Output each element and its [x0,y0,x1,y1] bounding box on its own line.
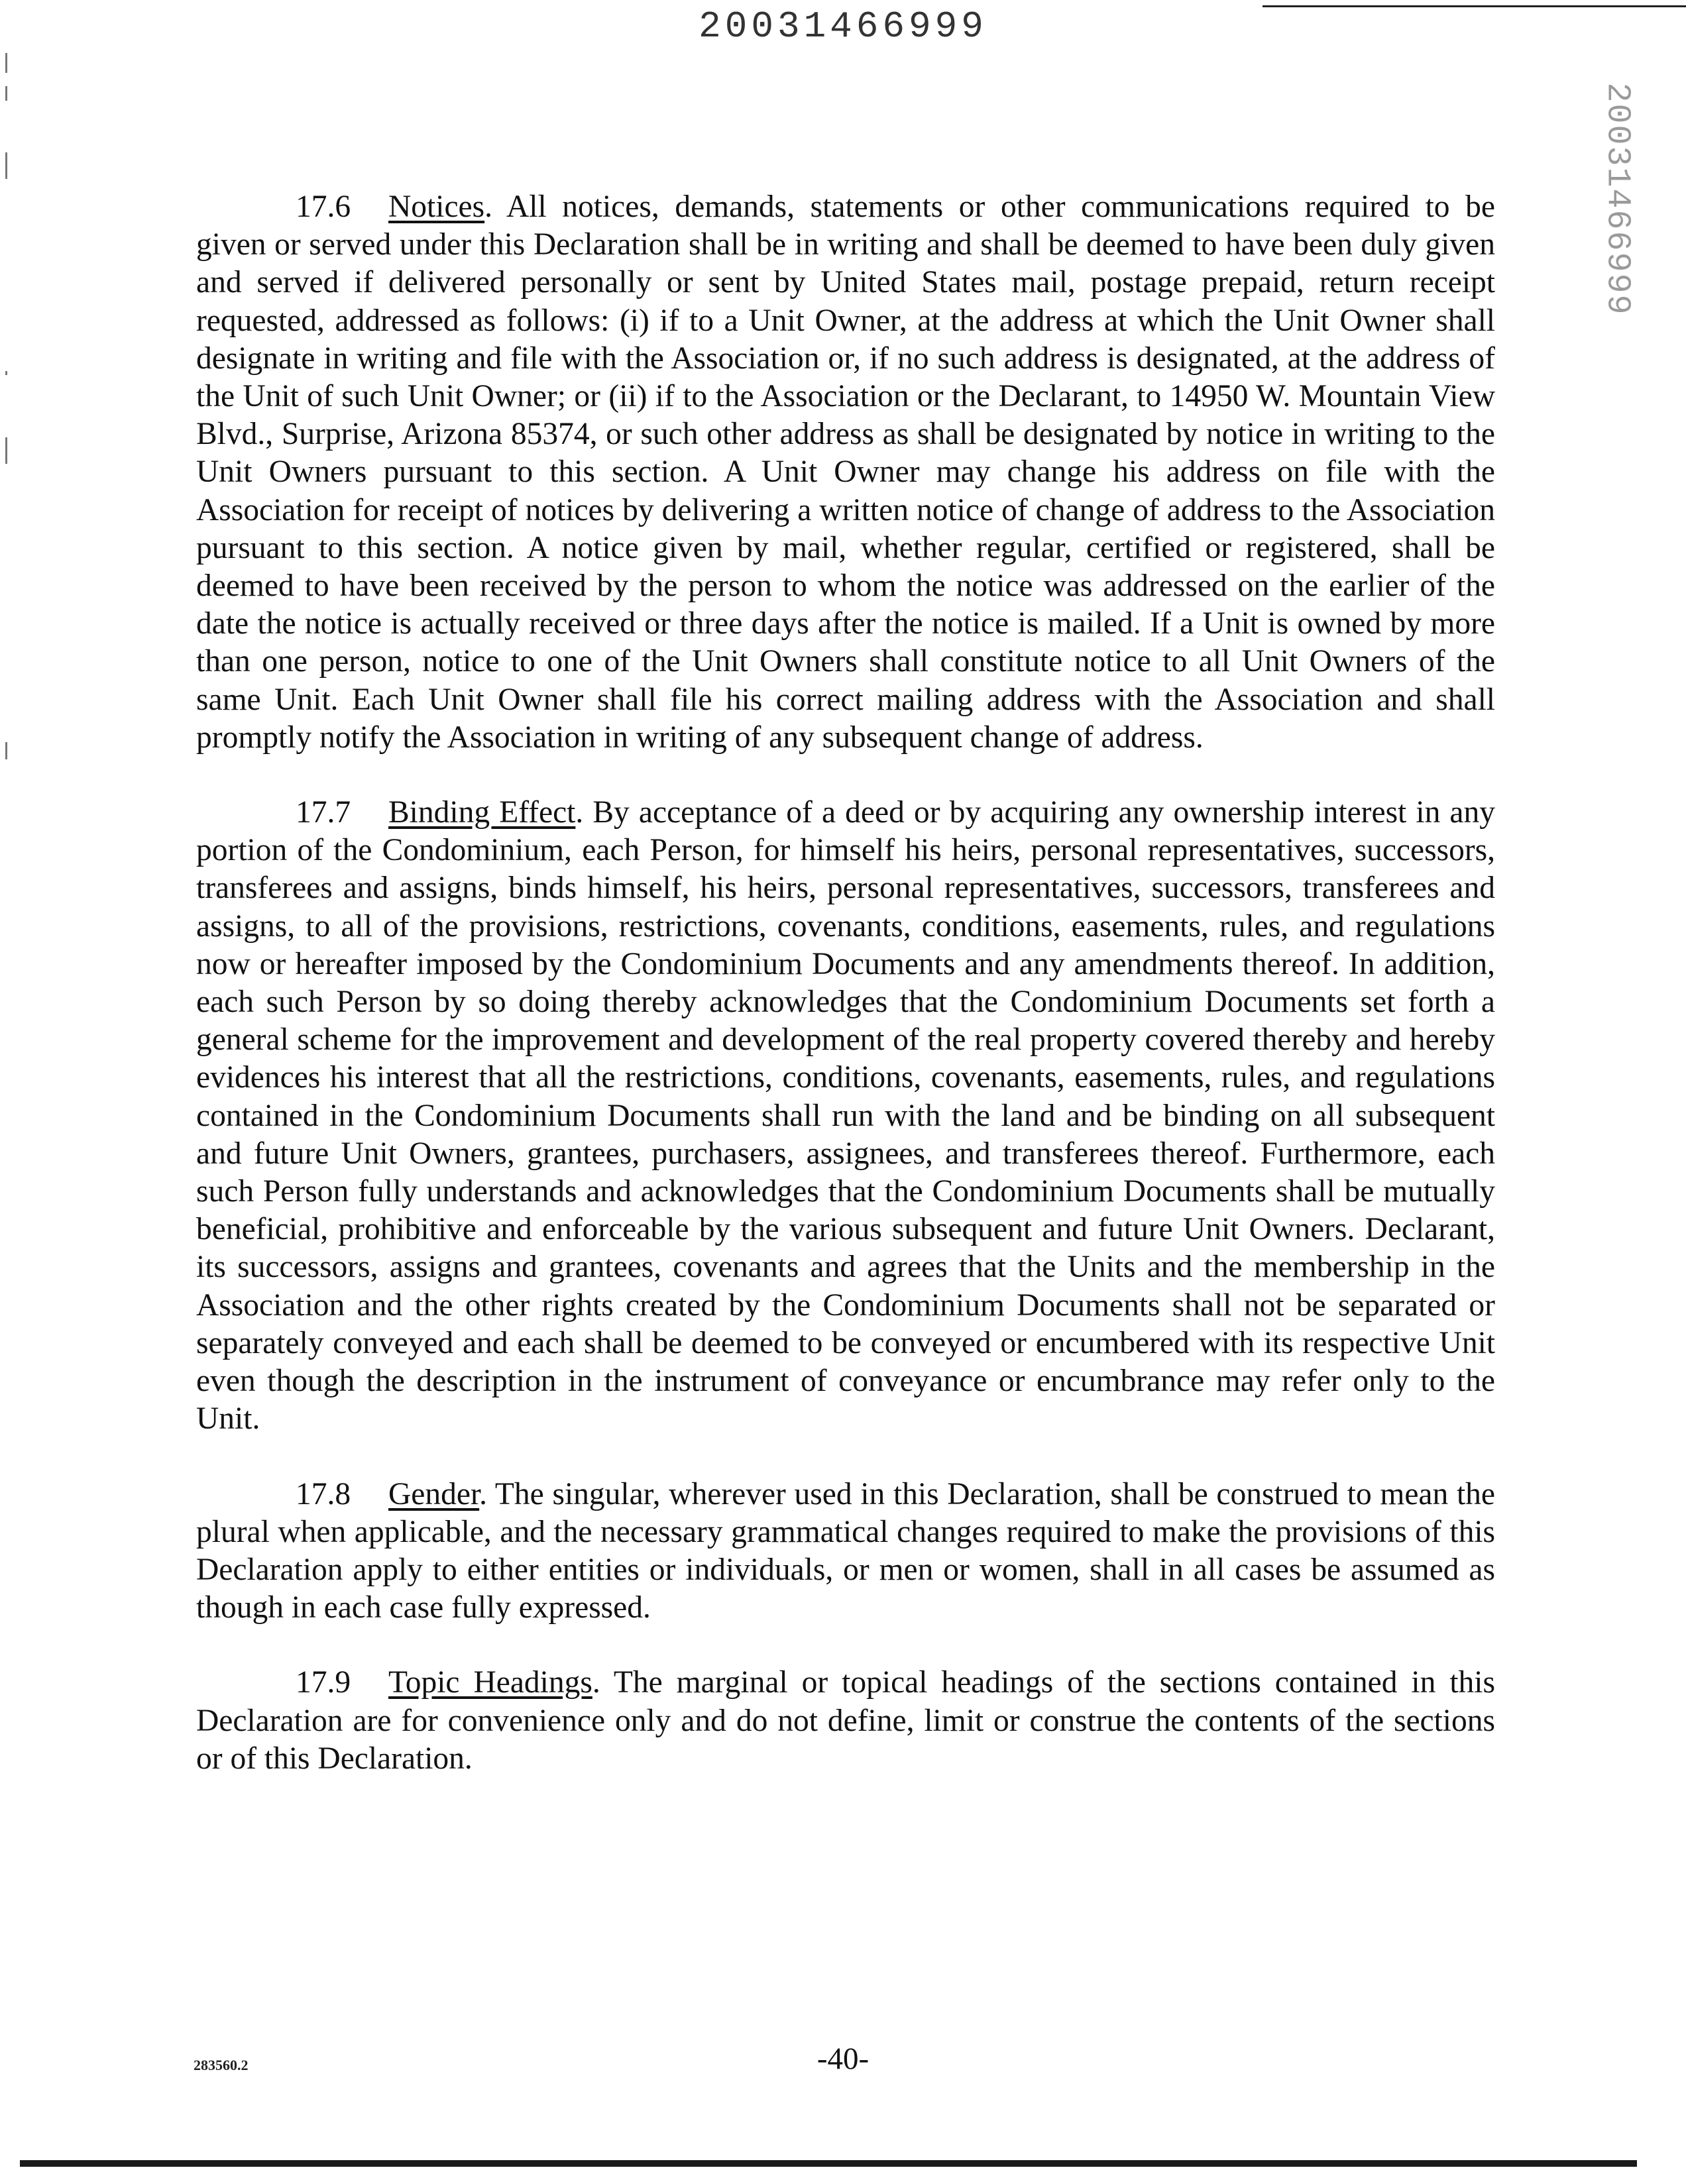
section-heading: Gender [388,1476,480,1511]
side-stamp [1587,82,1647,316]
section-text: All notices, demands, statements or other communications required to be given or served under this Declaration shall be in writing and shall be deemed to have been duly given and served if delivered personally or sent by United States mail, postage prepaid, return receipt requested, addressed as follows: (i) if to a Unit Owner, at the address at which the Unit Owner shall designate in writing and file with the Association or, if no such address is designated, at the address of the Unit of such Unit Owner; or (ii) if to the Association or the Declarant, to 14950 W. Mountain View Blvd., Surprise, Arizona 85374, or such other address as shall be designated by notice in writing to the Unit Owners pursuant to this section. A Unit Owner may change his address on file with the Association for receipt of notices by delivering a written notice of change of address to the Association pursuant to this section. A notice given by mail, whether regular, certified or registered, shall be deemed to have been received by the person to whom the notice was addressed on the earlier of the date the notice is actually received or three days after the notice is mailed. If a Unit is owned by more than one person, notice to one of the Unit Owners shall constitute notice to all Unit Owners of the same Unit. Each Unit Owner shall file his correct mailing address with the Association and shall promptly notify the Association in writing of any subsequent change of address. [196,190,1495,755]
section-17-9: 17.9 Topic Headings. The marginal or topical headings of the sections contained in this Declaration are for convenience only and do not define, limit or construe the contents of the sections or of this Declaration. [196,1665,1495,1776]
section-number: 17.8 [296,1476,351,1511]
section-heading: Topic Headings [388,1665,592,1700]
section-text: The singular, wherever used in this Declaration, shall be construed to mean the plural when applicable, and the necessary grammatical changes required to make the provisions of this Declaration apply to either entities or individuals, or men or women, shall in all cases be assumed as though in each case fully expressed. [196,1476,1495,1625]
section-text: The marginal or topical headings of the sections contained in this Declaration are for convenience only and do not define, limit or construe the contents of the sections or of this Declaration. [196,1665,1495,1776]
section-17-8: 17.8 Gender. The singular, wherever used in this Declaration, shall be construed to mean the plural when applicable, and the necessary grammatical changes required to make the provisions of this Declaration apply to either entities or individuals, or men or women, shall in all cases be assumed as though in each case fully expressed. [196,1476,1495,1625]
section-heading: Binding Effect [388,795,576,830]
scan-marks [5,27,9,822]
section-number: 17.7 [296,795,351,830]
section-17-7: 17.7 Binding Effect. By acceptance of a deed or by acquiring any ownership interest in any portion of the Condominium, each Person, for himself his heirs, personal representatives, successors, transferees and assigns, binds himself, his heirs, personal representatives, successors, transferees and assigns, to all of the provisions, restrictions, covenants, conditions, easements, rules, and regulations now or hereafter imposed by the Condominium Documents and any amendments thereof. In addition, each such Person by so doing thereby acknowledges that the Condominium Documents set forth a general scheme for the improvement and development of the real property covered thereby and hereby evidences his interest that all the restrictions, conditions, covenants, easements, rules, and regulations contained in the Condominium Documents shall run with the land and be binding on all subsequent and future Unit Owners, grantees, purchasers, assignees, and transferees thereof. Furthermore, each such Person fully understands and acknowledges that the Condominium Documents shall be mutually beneficial, prohibitive and enforceable by the various subsequent and future Unit Owners. Declarant, its successors, assigns and grantees, covenants and agrees that the Units and the membership in the Association and the other rights created by the Condominium Documents shall not be separated or separately conveyed and each shall be deemed to be conveyed or encumbered with its respective Unit even though the description in the instrument of conveyance or encumbrance may refer only to the Unit. [196,795,1496,1437]
document-number: 20031466999 [699,5,987,48]
document-body [196,188,1495,1815]
side-stamp-text: 20031466999 [1598,82,1636,316]
page-number: -40- [816,2042,870,2076]
section-number: 17.9 [296,1665,351,1700]
section-text: By acceptance of a deed or by acquiring any ownership interest in any portion of the Condominium, each Person, for himself his heirs, personal representatives, successors, transferees and assigns, binds himself, his heirs, personal representatives, successors, transferees and assigns, to all of the provisions, restrictions, covenants, conditions, easements, rules, and regulations now or hereafter imposed by the Condominium Documents and any amendments thereof. In addition, each such Person by so doing thereby acknowledges that the Condominium Documents set forth a general scheme for the improvement and development of the real property covered thereby and hereby evidences his interest that all the restrictions, conditions, covenants, easements, rules, and regulations contained in the Condominium Documents shall run with the land and be binding on all subsequent and future Unit Owners, grantees, purchasers, assignees, and transferees thereof. Furthermore, each such Person fully understands and acknowledges that the Condominium Documents shall be mutually beneficial, prohibitive and enforceable by the various subsequent and future Unit Owners. Declarant, its successors, assigns and grantees, covenants and agrees that the Units and the membership in the Association and the other rights created by the Condominium Documents shall not be separated or separately conveyed and each shall be deemed to be conveyed or encumbered with its respective Unit even though the description in the instrument of conveyance or encumbrance may refer only to the Unit. [196,795,1496,1437]
bottom-rule [20,2160,1637,2167]
section-number: 17.6 [296,190,351,224]
section-17-6: 17.6 Notices. All notices, demands, statements or other communications required to be given or served under this Declaration shall be in writing and shall be deemed to have been duly given and served if delivered personally or sent by United States mail, postage prepaid, return receipt requested, addressed as follows: (i) if to a Unit Owner, at the address at which the Unit Owner shall designate in writing and file with the Association or, if no such address is designated, at the address of the Unit of such Unit Owner; or (ii) if to the Association or the Declarant, to 14950 W. Mountain View Blvd., Surprise, Arizona 85374, or such other address as shall be designated by notice in writing to the Unit Owners pursuant to this section. A Unit Owner may change his address on file with the Association for receipt of notices by delivering a written notice of change of address to the Association pursuant to this section. A notice given by mail, whether regular, certified or registered, shall be deemed to have been received by the person to whom the notice was addressed on the earlier of the date the notice is actually received or three days after the notice is mailed. If a Unit is owned by more than one person, notice to one of the Unit Owners shall constitute notice to all Unit Owners of the same Unit. Each Unit Owner shall file his correct mailing address with the Association and shall promptly notify the Association in writing of any subsequent change of address. [196,190,1495,755]
section-heading: Notices [388,190,485,224]
footer-document-id: 283560.2 [194,2057,249,2073]
